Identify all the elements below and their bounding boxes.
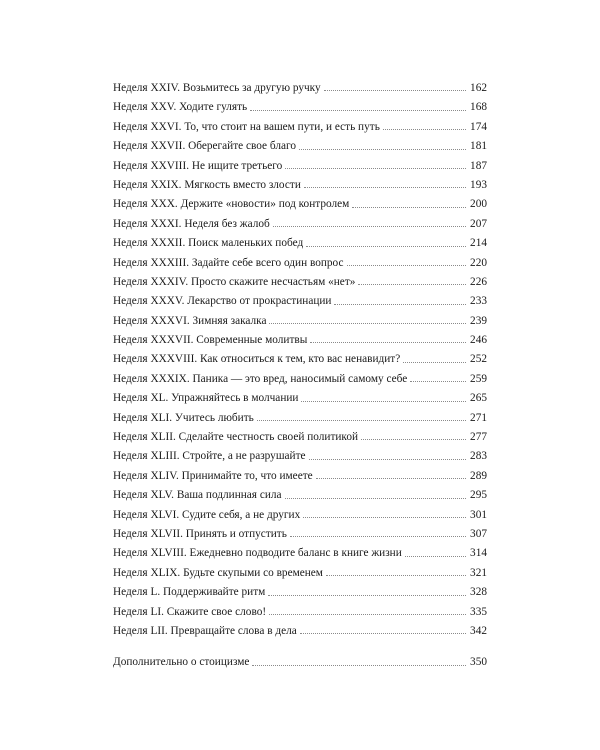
dot-leader: [316, 478, 466, 479]
toc-entry: [113, 622, 487, 641]
toc-entry-title: Неделя XXXII. Поиск маленьких побед: [113, 237, 304, 250]
dot-leader: [250, 110, 466, 111]
toc-entry-title: Неделя XXXVIII. Как относиться к тем, кто вас ненавидит?: [113, 353, 401, 366]
dot-leader: [252, 665, 466, 666]
toc-entry-page: 168: [470, 101, 487, 114]
toc-entry-page: 207: [470, 217, 487, 230]
toc-entry-title: Неделя XLI. Учитесь любить: [113, 411, 254, 424]
toc-entry-title: Неделя XXVIII. Не ищите третьего: [113, 159, 283, 172]
toc-entry-title: Неделя XXIV. Возьмитесь за другую ручку: [113, 82, 321, 94]
dot-leader: [405, 556, 466, 557]
toc-entry-title: Неделя XL. Упражняйтесь в молчании: [113, 392, 299, 405]
toc-entry-page: 181: [470, 140, 487, 153]
toc-entry-title: Неделя XXXI. Неделя без жалоб: [113, 217, 270, 230]
toc-entry-page: 301: [470, 508, 487, 521]
toc-entry-page: 283: [470, 450, 487, 463]
dot-leader: [304, 187, 466, 188]
dot-leader: [361, 439, 466, 440]
toc-entry-title: Дополнительно о стоицизме: [113, 656, 250, 669]
toc-entry: [113, 79, 487, 98]
toc-entry-title: Неделя XLVIII. Ежедневно подводите баланс в книге жизни: [113, 547, 402, 560]
toc-entry-page: 321: [470, 566, 487, 579]
dot-leader: [268, 595, 466, 596]
toc-entry: [113, 157, 487, 176]
dot-leader: [309, 459, 466, 460]
toc-entry: [113, 195, 487, 214]
toc-entry-page: 342: [470, 624, 487, 637]
toc-entry-title: Неделя XLIX. Будьте скупыми со временем: [113, 566, 323, 579]
toc-entry: [113, 506, 487, 525]
toc-entry: [113, 564, 487, 583]
toc-entry: [113, 447, 487, 466]
toc-entry: [113, 331, 487, 350]
toc-entry-page: 226: [470, 275, 487, 288]
toc-entry-page: 193: [470, 178, 487, 191]
toc-entry: [113, 254, 487, 273]
toc-entry-title: Неделя XLII. Сделайте честность своей политикой: [113, 431, 359, 444]
dot-leader: [403, 362, 466, 363]
toc-entry-page: 265: [470, 392, 487, 405]
toc-entry-title: Неделя XXXIV. Просто скажите несчастьям «нет»: [113, 275, 356, 288]
toc-entry-page: 246: [470, 334, 487, 347]
dot-leader: [285, 168, 466, 169]
toc-entry-title: Неделя XXXIX. Паника — это вред, наносимый самому себе: [113, 372, 408, 385]
dot-leader: [352, 207, 466, 208]
toc-entry-title: Неделя XXVII. Оберегайте свое благо: [113, 140, 297, 153]
toc-entry: [113, 312, 487, 331]
toc-entry-page: 307: [470, 527, 487, 540]
dot-leader: [303, 517, 466, 518]
toc-entry-title: Неделя XLVII. Принять и отпустить: [113, 527, 287, 540]
toc-entry: [113, 234, 487, 253]
toc-entry-title: Неделя LI. Скажите свое слово!: [113, 605, 267, 618]
dot-leader: [257, 420, 466, 421]
toc-entry: [113, 409, 487, 428]
toc-entry: [113, 292, 487, 311]
toc-entry: [113, 389, 487, 408]
dot-leader: [334, 304, 466, 305]
toc-entry-page: 271: [470, 411, 487, 424]
dot-leader: [290, 536, 466, 537]
toc-entry-title: Неделя L. Поддерживайте ритм: [113, 586, 266, 599]
toc-entry-title: Неделя XXVI. То, что стоит на вашем пути, и есть путь: [113, 120, 380, 133]
dot-leader: [326, 575, 466, 576]
toc-entry-appendix: [113, 653, 487, 672]
dot-leader: [301, 401, 466, 402]
toc-entry-page: 233: [470, 295, 487, 308]
toc-entry: [113, 486, 487, 505]
toc-entry-title: Неделя XXXV. Лекарство от прокрастинации: [113, 295, 332, 308]
dot-leader: [358, 284, 466, 285]
toc-entry-page: 220: [470, 256, 487, 269]
dot-leader: [300, 633, 466, 634]
toc-entry: [113, 350, 487, 369]
toc-entry: [113, 583, 487, 602]
toc-entry-page: 252: [470, 353, 487, 366]
toc-entry: [113, 137, 487, 156]
toc-entry-page: 214: [470, 237, 487, 250]
dot-leader: [306, 246, 466, 247]
toc-entry-title: Неделя XLIV. Принимайте то, что имеете: [113, 469, 313, 482]
toc-entry: [113, 603, 487, 622]
toc-entry-title: Неделя XXIX. Мягкость вместо злости: [113, 178, 301, 191]
toc-entry-page: 200: [470, 198, 487, 211]
dot-leader: [310, 342, 466, 343]
toc-entry-title: Неделя LII. Превращайте слова в дела: [113, 624, 297, 637]
dot-leader: [324, 90, 466, 91]
dot-leader: [269, 323, 466, 324]
dot-leader: [347, 265, 467, 266]
toc-entry: [113, 118, 487, 137]
toc-entry-title: Неделя XLIII. Стройте, а не разрушайте: [113, 450, 306, 463]
dot-leader: [269, 614, 466, 615]
toc-entry-page: 295: [470, 489, 487, 502]
toc-entry: [113, 467, 487, 486]
toc-entry: [113, 273, 487, 292]
toc-entry: [113, 370, 487, 389]
toc-entry-title: Неделя XXXIII. Задайте себе всего один вопрос: [113, 256, 344, 269]
toc-entry-title: Неделя XLV. Ваша подлинная сила: [113, 489, 282, 502]
toc-entry-page: 289: [470, 469, 487, 482]
toc-entry-page: 187: [470, 159, 487, 172]
dot-leader: [273, 226, 466, 227]
toc-entry: [113, 525, 487, 544]
dot-leader: [299, 149, 466, 150]
toc-entry: [113, 98, 487, 117]
toc-entry-page: 259: [470, 372, 487, 385]
toc-entry: [113, 215, 487, 234]
toc-entry-page: 335: [470, 605, 487, 618]
toc-entry-title: Неделя XLVI. Судите себя, а не других: [113, 508, 301, 521]
toc-entry-page: 162: [470, 82, 487, 94]
table-of-contents: [113, 79, 487, 673]
toc-entry-page: 350: [470, 656, 487, 669]
dot-leader: [383, 129, 466, 130]
toc-entry-title: Неделя XXX. Держите «новости» под контролем: [113, 198, 350, 211]
toc-entry-page: 328: [470, 586, 487, 599]
toc-entry-page: 314: [470, 547, 487, 560]
toc-entry-title: Неделя XXV. Ходите гулять: [113, 101, 248, 114]
dot-leader: [285, 498, 466, 499]
toc-entry-page: 174: [470, 120, 487, 133]
toc-entry-page: 239: [470, 314, 487, 327]
dot-leader: [410, 381, 466, 382]
toc-entry-page: 277: [470, 431, 487, 444]
toc-entry-title: Неделя XXXVI. Зимняя закалка: [113, 314, 267, 327]
toc-entry: [113, 176, 487, 195]
toc-entry: [113, 544, 487, 563]
toc-entry: [113, 428, 487, 447]
toc-entry-title: Неделя XXXVII. Современные молитвы: [113, 334, 308, 347]
